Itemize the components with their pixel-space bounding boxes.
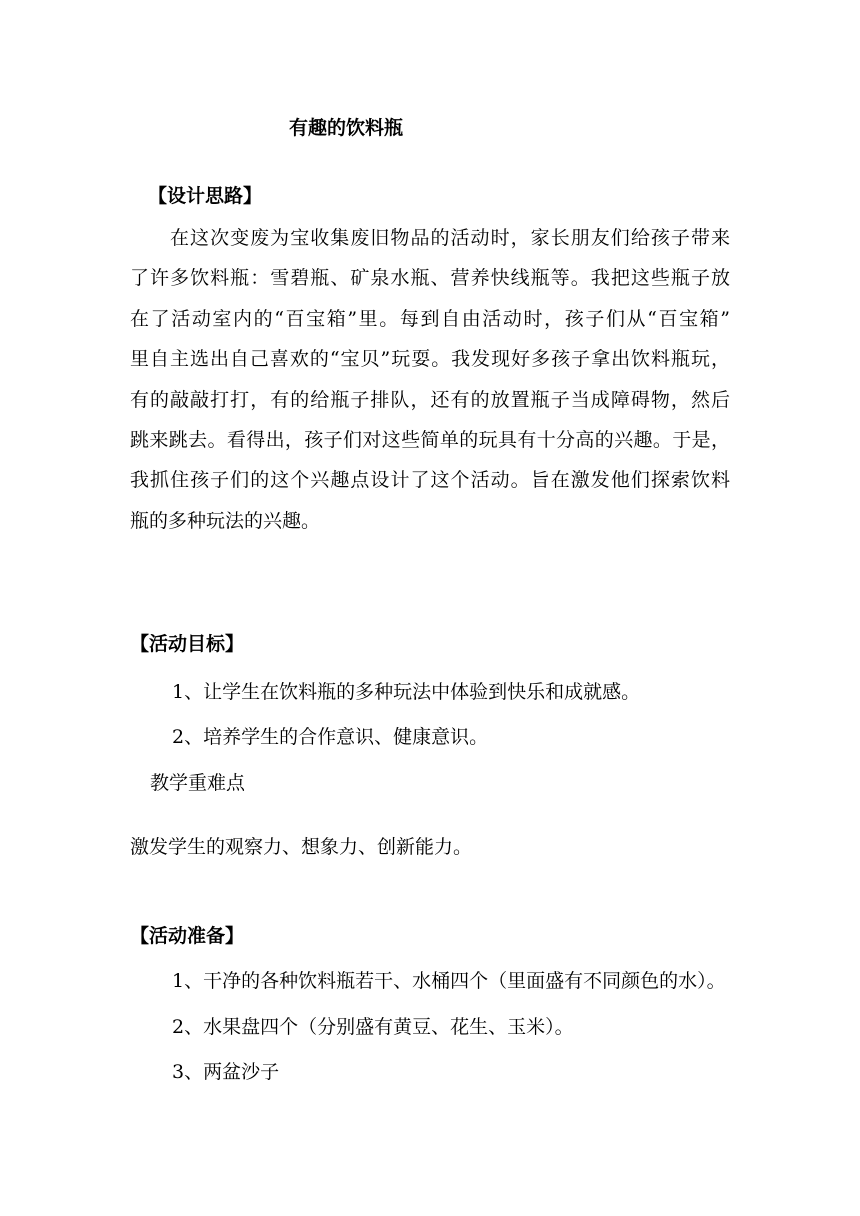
key-points-text: 激发学生的观察力、想象力、创新能力。 [130, 836, 473, 858]
prep-item: 3、两盆沙子 [172, 1061, 280, 1083]
prep-heading: 【活动准备】 [130, 925, 245, 947]
goal-item: 2、培养学生的合作意识、健康意识。 [172, 726, 489, 748]
paragraph-line: 瓶的多种玩法的兴趣。 [130, 509, 321, 532]
prep-item: 2、水果盘四个（分别盛有黄豆、花生、玉米）。 [172, 1016, 574, 1038]
design-heading: 【设计思路】 [148, 185, 263, 207]
goals-heading: 【活动目标】 [130, 633, 245, 655]
design-paragraph [130, 218, 730, 541]
prep-item: 1、干净的各种饮料瓶若干、水桶四个（里面盛有不同颜色的水）。 [172, 970, 726, 992]
paragraph-line: 跳来跳去。看得出，孩子们对这些简单的玩具有十分高的兴趣。于是， [130, 429, 730, 452]
paragraph-line: 里自主选出自己喜欢的“宝贝”玩耍。我发现好多孩子拿出饮料瓶玩， [130, 348, 730, 371]
paragraph-line: 在这次变废为宝收集废旧物品的活动时，家长朋友们给孩子带来 [170, 227, 730, 249]
paragraph-line: 有的敲敲打打，有的给瓶子排队，还有的放置瓶子当成障碍物，然后 [130, 388, 730, 411]
paragraph-line: 在了活动室内的“百宝箱”里。每到自由活动时，孩子们从“百宝箱” [130, 307, 730, 330]
paragraph-line: 我抓住孩子们的这个兴趣点设计了这个活动。旨在激发他们探索饮料 [130, 469, 730, 492]
goal-item: 1、让学生在饮料瓶的多种玩法中体验到快乐和成就感。 [172, 681, 641, 703]
document-title: 有趣的饮料瓶 [289, 117, 404, 139]
paragraph-line: 了许多饮料瓶：雪碧瓶、矿泉水瓶、营养快线瓶等。我把这些瓶子放 [130, 267, 730, 290]
key-points-label: 教学重难点 [150, 772, 246, 794]
